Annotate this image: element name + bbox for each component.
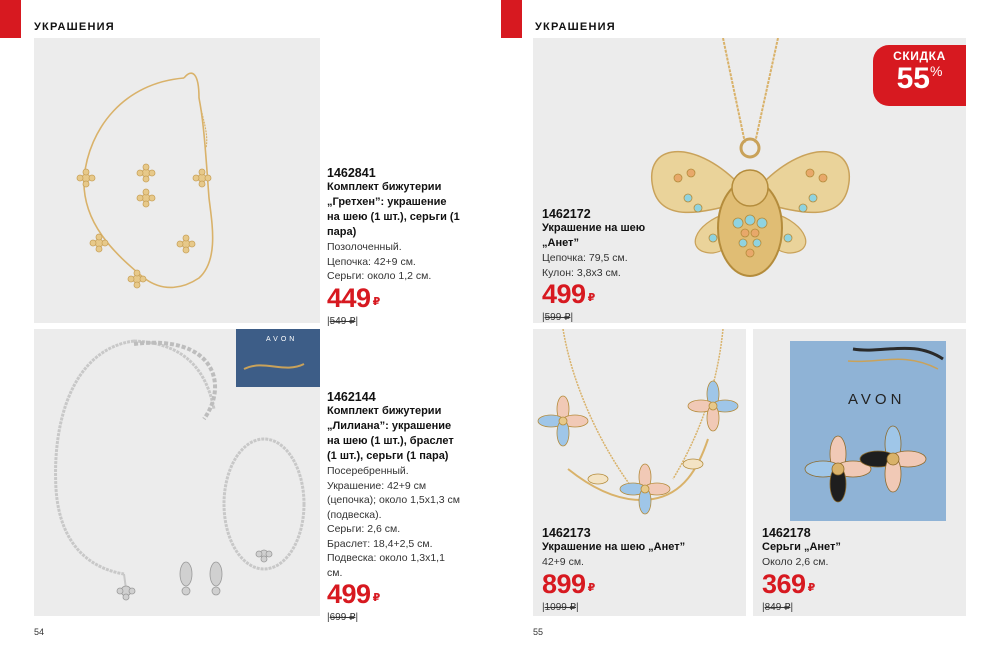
old-price: |699 ₽| [327, 612, 359, 623]
price-value: 899 [542, 568, 586, 599]
product-detail: Цепочка: 42+9 см. [327, 255, 416, 268]
discount-badge [873, 45, 966, 106]
product-detail: Украшение: 42+9 см (цепочка); около 1,5х1,3 см (подвеска). [327, 479, 460, 521]
price-value: 499 [542, 279, 586, 309]
product-code: 1462172 [542, 207, 591, 221]
currency-symbol: ₽ [372, 592, 380, 604]
product-price [542, 280, 672, 312]
product-info-anet-necklace [542, 526, 742, 613]
product-detail: Серьги: 2,6 см. [327, 523, 401, 535]
discount-value: 55 [896, 62, 930, 95]
old-price-value: 599 ₽ [544, 312, 571, 323]
section-marker [501, 0, 522, 38]
product-code: 1462173 [542, 526, 591, 540]
currency-symbol: ₽ [587, 292, 595, 304]
product-price [327, 580, 462, 612]
old-price-value: 849 ₽ [764, 601, 791, 613]
section-marker [0, 0, 21, 38]
product-detail: Цепочка: 79,5 см. [542, 252, 628, 264]
product-price [762, 570, 962, 602]
old-price: |849 ₽| [762, 601, 794, 613]
price-value: 369 [762, 568, 806, 599]
product-name: Украшение на шею „Анет” [542, 541, 686, 553]
product-name: Комплект бижутерии „Гретхен”: украшение на шею (1 шт.), серьги (1 пара) [327, 181, 460, 238]
currency-symbol: ₽ [587, 581, 595, 594]
old-price-value: 699 ₽ [329, 612, 356, 623]
product-code: 1462144 [327, 390, 376, 404]
product-info-liliana [327, 390, 462, 623]
page-number: 55 [533, 627, 544, 637]
product-detail: Посеребренный. [327, 465, 409, 477]
product-info-gretchen [327, 166, 462, 327]
product-detail: Подвеска: около 1,3х1,1 см. [327, 552, 445, 579]
product-name: Украшение на шею „Анет” [542, 222, 646, 249]
box-brand-label: AVON [266, 336, 298, 343]
section-title: УКРАШЕНИЯ [34, 21, 115, 33]
product-detail: 42+9 см. [542, 556, 584, 568]
section-title: УКРАШЕНИЯ [535, 21, 616, 33]
product-price [327, 284, 462, 316]
currency-symbol: ₽ [807, 581, 815, 594]
product-photo-liliana[interactable] [34, 329, 320, 616]
product-detail: Около 2,6 см. [762, 556, 829, 568]
product-detail: Кулон: 3,8х3 см. [542, 266, 621, 279]
old-price-value: 549 ₽ [329, 315, 356, 327]
product-detail: Позолоченный. [327, 241, 402, 253]
old-price-value: 1099 ₽ [544, 601, 576, 613]
discount-label: СКИДКА [893, 49, 946, 63]
card-brand-label: AVON [848, 391, 906, 408]
product-photo-gretchen[interactable] [34, 38, 320, 323]
product-detail: Браслет: 18,4+2,5 см. [327, 537, 433, 550]
product-info-anet-pendant [542, 207, 672, 323]
page-number: 54 [34, 627, 45, 637]
product-code: 1462841 [327, 166, 376, 180]
product-info-anet-earrings [762, 526, 962, 613]
price-value: 499 [327, 579, 371, 609]
old-price: |599 ₽| [542, 312, 574, 323]
price-value: 449 [327, 282, 371, 313]
old-price: |549 ₽| [327, 315, 359, 327]
product-name: Серьги „Анет” [762, 541, 841, 553]
product-price [542, 570, 742, 602]
discount-unit: % [929, 63, 943, 79]
product-code: 1462178 [762, 526, 811, 540]
old-price: |1099 ₽| [542, 601, 579, 613]
currency-symbol: ₽ [372, 295, 380, 308]
product-detail: Серьги: около 1,2 см. [327, 270, 432, 282]
product-name: Комплект бижутерии „Лилиана”: украшение на шею (1 шт.), браслет (1 шт.), серьги (1 пара) [327, 405, 454, 462]
